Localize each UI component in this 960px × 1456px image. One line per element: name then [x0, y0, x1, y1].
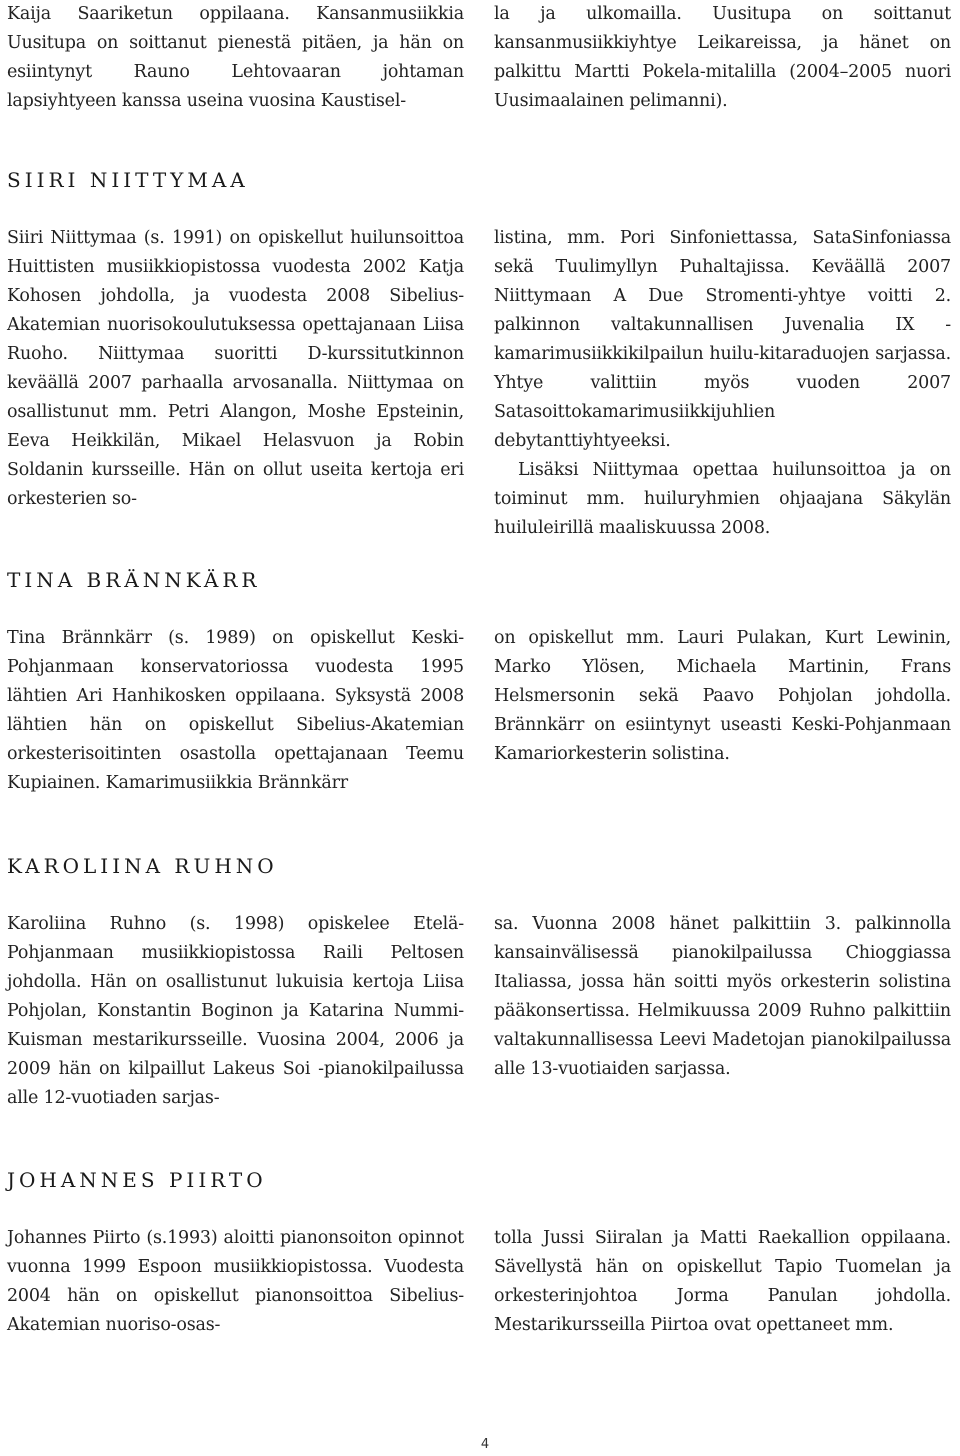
- johannes-right-column: [494, 1224, 951, 1340]
- siiri-right-column: [494, 224, 951, 543]
- section-heading-tina: TINA BRÄNNKÄRR: [7, 568, 261, 592]
- tina-left-paragraph: Tina Brännkärr (s. 1989) on opiskellut Keski-Pohjanmaan konservatoriossa vuodesta 1995 lähtien Ari Hanhikosken oppilaana. Syksystä 2008 lähtien hän on opiskellut Sibelius-Akatemian orkesterisoitinten osastolla opettajanaan Teemu Kupiainen. Kamarimusiikkia Brännkärr: [7, 628, 464, 793]
- intro-left-column: [7, 0, 464, 116]
- siiri-left-paragraph: Siiri Niittymaa (s. 1991) on opiskellut huilunsoittoa Huittisten musiikkiopistossa vuodesta 2002 Katja Kohosen johdolla, ja vuodesta 2008 Sibelius-Akatemian nuorisokoulutuksessa opettajanaan Liisa Ruoho. Niittymaa suoritti D-kurssitutkinnon keväällä 2007 parhaalla arvosanalla. Niittymaa on osallistunut mm. Petri Alangon, Moshe Epsteinin, Eeva Heikkilän, Mikael Helasvuon ja Robin Soldanin kursseille. Hän on ollut useita kertoja eri orkesterien so-: [7, 228, 464, 509]
- section-johannes-piirto: [7, 1168, 953, 1348]
- siiri-right-paragraph-1: listina, mm. Pori Sinfoniettassa, SataSinfoniassa sekä Tuulimyllyn Puhaltajissa. Keväällä 2007 Niittymaan A Due Stromenti-yhtye voitti 2. palkinnon valtakunnallisen Juvenalia IX -kamarimusiikkikilpailun huilu-kitaraduojen sarjassa. Yhtye valittiin myös vuoden 2007 Satasoittokamarimusiikkijuhlien debytanttiyhtyeeksi.: [494, 228, 951, 451]
- section-heading-siiri: SIIRI NIITTYMAA: [7, 168, 249, 192]
- section-karoliina-ruhno: [7, 854, 953, 1108]
- karoliina-right-column: [494, 910, 951, 1084]
- tina-left-column: [7, 624, 464, 798]
- section-heading-johannes: JOHANNES PIIRTO: [7, 1168, 267, 1192]
- intro-right-column: [494, 0, 951, 116]
- siiri-left-column: [7, 224, 464, 514]
- intro-right-paragraph: la ja ulkomailla. Uusitupa on soittanut kansanmusiikkiyhtye Leikareissa, ja hänet on palkittu Martti Pokela-mitalilla (2004–2005 nuori Uusimaalainen pelimanni).: [494, 4, 951, 111]
- intro-left-paragraph: Kaija Saariketun oppilaana. Kansanmusiikkia Uusitupa on soittanut pienestä pitäen, ja hän on esiintynyt Rauno Lehtovaaran johtaman lapsiyhtyeen kanssa useina vuosina Kaustisel-: [7, 4, 464, 111]
- johannes-left-column: [7, 1224, 464, 1340]
- siiri-right-paragraph-2: Lisäksi Niittymaa opettaa huilunsoittoa ja on toiminut mm. huiluryhmien ohjaajana Säkylän huiluleirillä maaliskuussa 2008.: [494, 460, 951, 538]
- section-intro-continuation: [7, 0, 953, 120]
- tina-right-paragraph: on opiskellut mm. Lauri Pulakan, Kurt Lewinin, Marko Ylösen, Michaela Martinin, Frans Helsmersonin sekä Paavo Pohjolan johdolla. Brännkärr on esiintynyt useasti Keski-Pohjanmaan Kamariorkesterin solistina.: [494, 628, 951, 764]
- johannes-right-paragraph: tolla Jussi Siiralan ja Matti Raekallion oppilaana. Sävellystä hän on opiskellut Tapio Tuomelan ja orkesterinjohtoa Jorma Panulan johdolla. Mestarikursseilla Piirtoa ovat opettaneet mm.: [494, 1228, 951, 1335]
- karoliina-right-paragraph: sa. Vuonna 2008 hänet palkittiin 3. palkinnolla kansainvälisessä pianokilpailussa Chioggiassa Italiassa, jossa hän soitti myös orkesterin solistina pääkonsertissa. Helmikuussa 2009 Ruhno palkittiin valtakunnallisessa Leevi Madetojan pianokilpailussa alle 13-vuotiaiden sarjassa.: [494, 914, 951, 1079]
- section-heading-karoliina: KAROLIINA RUHNO: [7, 854, 278, 878]
- karoliina-left-paragraph: Karoliina Ruhno (s. 1998) opiskelee Etelä-Pohjanmaan musiikkiopistossa Raili Peltosen johdolla. Hän on osallistunut lukuisia kertoja Liisa Pohjolan, Konstantin Boginon ja Katarina Nummi-Kuisman mestarikursseille. Vuosina 2004, 2006 ja 2009 hän on kilpaillut Lakeus Soi -pianokilpailussa alle 12-vuotiaden sarjas-: [7, 914, 464, 1108]
- tina-right-column: [494, 624, 951, 769]
- johannes-left-paragraph: Johannes Piirto (s.1993) aloitti pianonsoiton opinnot vuonna 1999 Espoon musiikkiopistossa. Vuodesta 2004 hän on opiskellut pianonsoittoa Sibelius-Akatemian nuoriso-osas-: [7, 1228, 464, 1335]
- section-siiri-niittymaa: [7, 168, 953, 538]
- section-tina-brannkarr: [7, 568, 953, 808]
- page-number: 4: [480, 1437, 490, 1452]
- karoliina-left-column: [7, 910, 464, 1113]
